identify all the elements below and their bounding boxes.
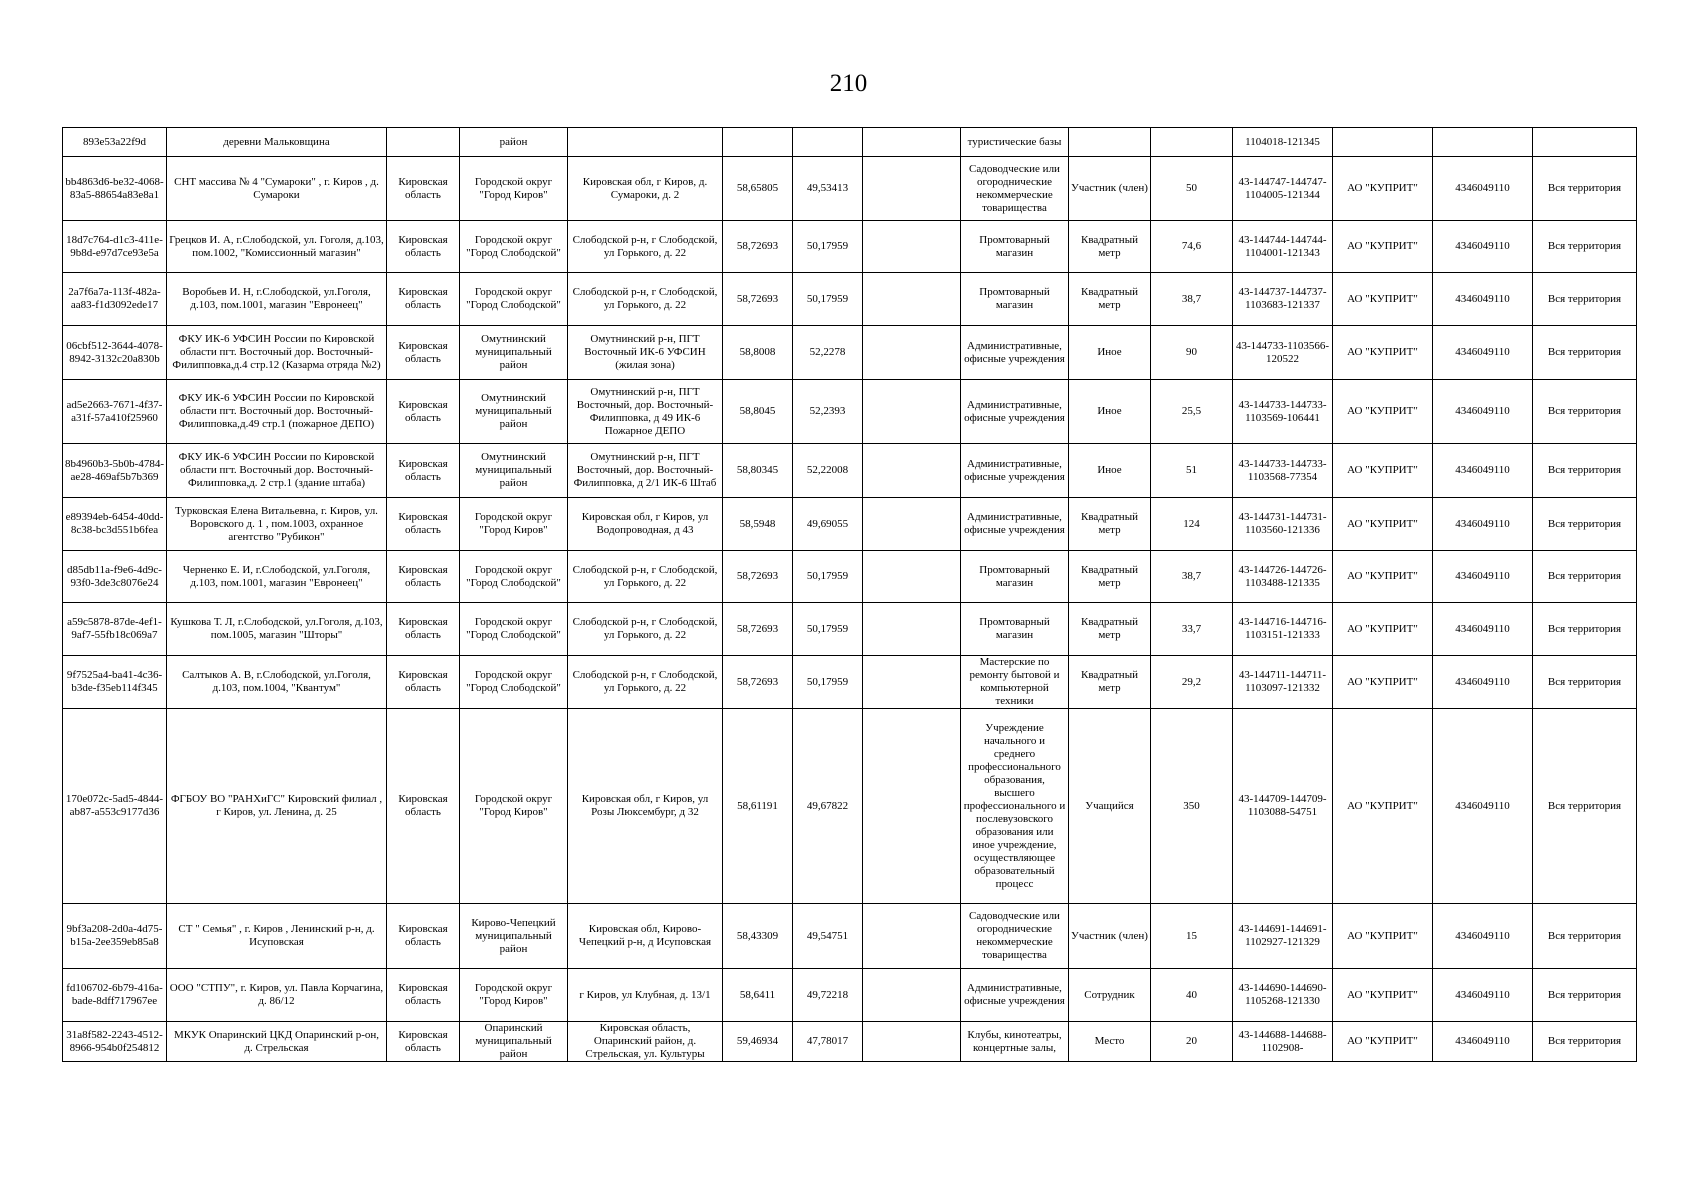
- inn-cell: 4346049110: [1433, 221, 1533, 273]
- municipality-cell: Городской округ "Город Киров": [460, 498, 568, 551]
- latitude-cell: 58,72693: [723, 656, 793, 709]
- inn-cell: [1433, 128, 1533, 157]
- inn-cell: 4346049110: [1433, 904, 1533, 969]
- location-cell: Кировская область, Опаринский район, д. Стрельская, ул. Культуры: [568, 1022, 723, 1062]
- amount-cell: 90: [1151, 326, 1233, 380]
- longitude-cell: 49,69055: [793, 498, 863, 551]
- registry-table: [62, 127, 1637, 1062]
- region-cell: Кировская область: [387, 157, 460, 221]
- amount-cell: 74,6: [1151, 221, 1233, 273]
- municipality-cell: район: [460, 128, 568, 157]
- municipality-cell: Городской округ "Город Киров": [460, 969, 568, 1022]
- unit-cell: Иное: [1069, 444, 1151, 498]
- category-cell: Клубы, кинотеатры, концертные залы,: [961, 1022, 1069, 1062]
- empty-cell: [863, 221, 961, 273]
- name-address-cell: СНТ массива № 4 "Сумароки" , г. Киров , д. Сумароки: [167, 157, 387, 221]
- name-address-cell: Турковская Елена Витальевна, г. Киров, ул. Воровского д. 1 , пом.1003, охранное агентство "Рубикон": [167, 498, 387, 551]
- latitude-cell: 58,72693: [723, 551, 793, 603]
- operator-cell: АО "КУПРИТ": [1333, 157, 1433, 221]
- id-cell: 893e53a22f9d: [63, 128, 167, 157]
- amount-cell: 50: [1151, 157, 1233, 221]
- unit-cell: Квадратный метр: [1069, 603, 1151, 656]
- register-number-cell: 43-144731-144731-1103560-121336: [1233, 498, 1333, 551]
- operator-cell: АО "КУПРИТ": [1333, 1022, 1433, 1062]
- table-row: [63, 603, 1637, 656]
- empty-cell: [863, 273, 961, 326]
- amount-cell: 25,5: [1151, 380, 1233, 444]
- amount-cell: 38,7: [1151, 551, 1233, 603]
- latitude-cell: 58,43309: [723, 904, 793, 969]
- latitude-cell: 58,8045: [723, 380, 793, 444]
- name-address-cell: ООО "СТПУ", г. Киров, ул. Павла Корчагина, д. 86/12: [167, 969, 387, 1022]
- region-cell: Кировская область: [387, 498, 460, 551]
- empty-cell: [863, 380, 961, 444]
- inn-cell: 4346049110: [1433, 656, 1533, 709]
- latitude-cell: 58,5948: [723, 498, 793, 551]
- name-address-cell: МКУК Опаринский ЦКД Опаринский р-он, д. Стрельская: [167, 1022, 387, 1062]
- unit-cell: Иное: [1069, 380, 1151, 444]
- empty-cell: [863, 326, 961, 380]
- operator-cell: АО "КУПРИТ": [1333, 273, 1433, 326]
- zone-cell: Вся территория: [1533, 603, 1637, 656]
- zone-cell: Вся территория: [1533, 380, 1637, 444]
- id-cell: fd106702-6b79-416a-bade-8dff717967ee: [63, 969, 167, 1022]
- latitude-cell: 58,61191: [723, 709, 793, 904]
- zone-cell: Вся территория: [1533, 498, 1637, 551]
- register-number-cell: 43-144688-144688-1102908-: [1233, 1022, 1333, 1062]
- zone-cell: Вся территория: [1533, 656, 1637, 709]
- empty-cell: [863, 1022, 961, 1062]
- operator-cell: АО "КУПРИТ": [1333, 969, 1433, 1022]
- location-cell: Кировская обл, г Киров, ул Водопроводная, д 43: [568, 498, 723, 551]
- longitude-cell: 52,2278: [793, 326, 863, 380]
- category-cell: Мастерские по ремонту бытовой и компьютерной техники: [961, 656, 1069, 709]
- location-cell: г Киров, ул Клубная, д. 13/1: [568, 969, 723, 1022]
- empty-cell: [863, 904, 961, 969]
- operator-cell: АО "КУПРИТ": [1333, 444, 1433, 498]
- register-number-cell: 43-144690-144690-1105268-121330: [1233, 969, 1333, 1022]
- id-cell: 170e072c-5ad5-4844-ab87-a553c9177d36: [63, 709, 167, 904]
- operator-cell: АО "КУПРИТ": [1333, 709, 1433, 904]
- zone-cell: Вся территория: [1533, 709, 1637, 904]
- inn-cell: 4346049110: [1433, 326, 1533, 380]
- inn-cell: 4346049110: [1433, 273, 1533, 326]
- zone-cell: Вся территория: [1533, 221, 1637, 273]
- amount-cell: 29,2: [1151, 656, 1233, 709]
- id-cell: a59c5878-87de-4ef1-9af7-55fb18c069a7: [63, 603, 167, 656]
- longitude-cell: 52,2393: [793, 380, 863, 444]
- name-address-cell: ФГБОУ ВО "РАНХиГС" Кировский филиал , г Киров, ул. Ленина, д. 25: [167, 709, 387, 904]
- inn-cell: 4346049110: [1433, 969, 1533, 1022]
- table-row: [63, 128, 1637, 157]
- name-address-cell: ФКУ ИК-6 УФСИН России по Кировской области пгт. Восточный дор. Восточный-Филипповка,д. 2 стр.1 (здание штаба): [167, 444, 387, 498]
- longitude-cell: 52,22008: [793, 444, 863, 498]
- zone-cell: Вся территория: [1533, 444, 1637, 498]
- region-cell: Кировская область: [387, 1022, 460, 1062]
- empty-cell: [863, 656, 961, 709]
- region-cell: Кировская область: [387, 904, 460, 969]
- category-cell: Административные, офисные учреждения: [961, 444, 1069, 498]
- municipality-cell: Городской округ "Город Слободской": [460, 551, 568, 603]
- name-address-cell: СТ " Семья" , г. Киров , Ленинский р-н, д. Исуповская: [167, 904, 387, 969]
- operator-cell: АО "КУПРИТ": [1333, 904, 1433, 969]
- inn-cell: 4346049110: [1433, 551, 1533, 603]
- table-row: [63, 709, 1637, 904]
- name-address-cell: Грецков И. А, г.Слободской, ул. Гоголя, д.103, пом.1002, "Комиссионный магазин": [167, 221, 387, 273]
- unit-cell: Участник (член): [1069, 157, 1151, 221]
- municipality-cell: Городской округ "Город Слободской": [460, 221, 568, 273]
- empty-cell: [863, 444, 961, 498]
- amount-cell: 40: [1151, 969, 1233, 1022]
- longitude-cell: 50,17959: [793, 221, 863, 273]
- category-cell: Промтоварный магазин: [961, 603, 1069, 656]
- unit-cell: Квадратный метр: [1069, 656, 1151, 709]
- location-cell: Омутнинский р-н, ПГТ Восточный, дор. Восточный-Филипповка, д 49 ИК-6 Пожарное ДЕПО: [568, 380, 723, 444]
- amount-cell: 15: [1151, 904, 1233, 969]
- name-address-cell: Салтыков А. В, г.Слободской, ул.Гоголя, д.103, пом.1004, "Квантум": [167, 656, 387, 709]
- register-number-cell: 43-144747-144747-1104005-121344: [1233, 157, 1333, 221]
- empty-cell: [863, 709, 961, 904]
- operator-cell: [1333, 128, 1433, 157]
- longitude-cell: 50,17959: [793, 273, 863, 326]
- category-cell: Административные, офисные учреждения: [961, 326, 1069, 380]
- table-row: [63, 904, 1637, 969]
- table-row: [63, 444, 1637, 498]
- register-number-cell: 1104018-121345: [1233, 128, 1333, 157]
- amount-cell: 350: [1151, 709, 1233, 904]
- region-cell: Кировская область: [387, 656, 460, 709]
- operator-cell: АО "КУПРИТ": [1333, 326, 1433, 380]
- zone-cell: Вся территория: [1533, 551, 1637, 603]
- longitude-cell: 47,78017: [793, 1022, 863, 1062]
- location-cell: Слободской р-н, г Слободской, ул Горького, д. 22: [568, 273, 723, 326]
- table-row: [63, 498, 1637, 551]
- location-cell: Омутнинский р-н, ПГТ Восточный ИК-6 УФСИН (жилая зона): [568, 326, 723, 380]
- table-row: [63, 969, 1637, 1022]
- name-address-cell: Черненко Е. И, г.Слободской, ул.Гоголя, д.103, пом.1001, магазин "Евронеец": [167, 551, 387, 603]
- region-cell: [387, 128, 460, 157]
- unit-cell: Место: [1069, 1022, 1151, 1062]
- latitude-cell: 58,65805: [723, 157, 793, 221]
- id-cell: 06cbf512-3644-4078-8942-3132c20a830b: [63, 326, 167, 380]
- table-row: [63, 273, 1637, 326]
- inn-cell: 4346049110: [1433, 1022, 1533, 1062]
- municipality-cell: Опаринский муниципальный район: [460, 1022, 568, 1062]
- id-cell: 31a8f582-2243-4512-8966-954b0f254812: [63, 1022, 167, 1062]
- municipality-cell: Омутнинский муниципальный район: [460, 444, 568, 498]
- latitude-cell: 58,72693: [723, 221, 793, 273]
- region-cell: Кировская область: [387, 444, 460, 498]
- zone-cell: Вся территория: [1533, 969, 1637, 1022]
- register-number-cell: 43-144711-144711-1103097-121332: [1233, 656, 1333, 709]
- operator-cell: АО "КУПРИТ": [1333, 656, 1433, 709]
- unit-cell: Квадратный метр: [1069, 221, 1151, 273]
- register-number-cell: 43-144733-1103566-120522: [1233, 326, 1333, 380]
- municipality-cell: Омутнинский муниципальный район: [460, 326, 568, 380]
- latitude-cell: 58,80345: [723, 444, 793, 498]
- region-cell: Кировская область: [387, 380, 460, 444]
- longitude-cell: 49,53413: [793, 157, 863, 221]
- amount-cell: 124: [1151, 498, 1233, 551]
- latitude-cell: 59,46934: [723, 1022, 793, 1062]
- inn-cell: 4346049110: [1433, 709, 1533, 904]
- latitude-cell: 58,8008: [723, 326, 793, 380]
- id-cell: 2a7f6a7a-113f-482a-aa83-f1d3092ede17: [63, 273, 167, 326]
- location-cell: Слободской р-н, г Слободской, ул Горького, д. 22: [568, 221, 723, 273]
- category-cell: Промтоварный магазин: [961, 551, 1069, 603]
- unit-cell: [1069, 128, 1151, 157]
- location-cell: Кировская обл, г Киров, ул Розы Люксембург, д 32: [568, 709, 723, 904]
- register-number-cell: 43-144726-144726-1103488-121335: [1233, 551, 1333, 603]
- unit-cell: Квадратный метр: [1069, 273, 1151, 326]
- category-cell: Учреждение начального и среднего профессионального образования, высшего профессионального и послевузовского образования или иное учреждение, осуществляющее образовательный процесс: [961, 709, 1069, 904]
- zone-cell: Вся территория: [1533, 326, 1637, 380]
- id-cell: d85db11a-f9e6-4d9c-93f0-3de3c8076e24: [63, 551, 167, 603]
- location-cell: Слободской р-н, г Слободской, ул Горького, д. 22: [568, 551, 723, 603]
- id-cell: 9f7525a4-ba41-4c36-b3de-f35eb114f345: [63, 656, 167, 709]
- location-cell: [568, 128, 723, 157]
- table-row: [63, 656, 1637, 709]
- longitude-cell: [793, 128, 863, 157]
- amount-cell: [1151, 128, 1233, 157]
- empty-cell: [863, 969, 961, 1022]
- unit-cell: Квадратный метр: [1069, 498, 1151, 551]
- zone-cell: Вся территория: [1533, 273, 1637, 326]
- id-cell: ad5e2663-7671-4f37-a31f-57a410f25960: [63, 380, 167, 444]
- latitude-cell: 58,72693: [723, 603, 793, 656]
- unit-cell: Иное: [1069, 326, 1151, 380]
- id-cell: 9bf3a208-2d0a-4d75-b15a-2ee359eb85a8: [63, 904, 167, 969]
- region-cell: Кировская область: [387, 969, 460, 1022]
- region-cell: Кировская область: [387, 709, 460, 904]
- longitude-cell: 50,17959: [793, 551, 863, 603]
- inn-cell: 4346049110: [1433, 603, 1533, 656]
- region-cell: Кировская область: [387, 551, 460, 603]
- category-cell: Промтоварный магазин: [961, 221, 1069, 273]
- amount-cell: 20: [1151, 1022, 1233, 1062]
- longitude-cell: 49,67822: [793, 709, 863, 904]
- page-number: 210: [829, 70, 868, 97]
- operator-cell: АО "КУПРИТ": [1333, 221, 1433, 273]
- longitude-cell: 50,17959: [793, 603, 863, 656]
- municipality-cell: Кирово-Чепецкий муниципальный район: [460, 904, 568, 969]
- table-row: [63, 380, 1637, 444]
- category-cell: Садоводческие или огороднические некоммерческие товарищества: [961, 904, 1069, 969]
- inn-cell: 4346049110: [1433, 498, 1533, 551]
- table-row: [63, 1022, 1637, 1062]
- zone-cell: Вся территория: [1533, 1022, 1637, 1062]
- operator-cell: АО "КУПРИТ": [1333, 603, 1433, 656]
- latitude-cell: [723, 128, 793, 157]
- name-address-cell: ФКУ ИК-6 УФСИН России по Кировской области пгт. Восточный дор. Восточный-Филипповка,д.4 стр.12 (Казарма отряда №2): [167, 326, 387, 380]
- name-address-cell: ФКУ ИК-6 УФСИН России по Кировской области пгт. Восточный дор. Восточный-Филипповка,д.49 стр.1 (пожарное ДЕПО): [167, 380, 387, 444]
- amount-cell: 51: [1151, 444, 1233, 498]
- location-cell: Омутнинский р-н, ПГТ Восточный, дор. Восточный-Филипповка, д 2/1 ИК-6 Штаб: [568, 444, 723, 498]
- empty-cell: [863, 128, 961, 157]
- category-cell: Садоводческие или огороднические некоммерческие товарищества: [961, 157, 1069, 221]
- category-cell: Промтоварный магазин: [961, 273, 1069, 326]
- register-number-cell: 43-144691-144691-1102927-121329: [1233, 904, 1333, 969]
- register-number-cell: 43-144733-144733-1103569-106441: [1233, 380, 1333, 444]
- latitude-cell: 58,72693: [723, 273, 793, 326]
- table-row: [63, 551, 1637, 603]
- register-number-cell: 43-144709-144709-1103088-54751: [1233, 709, 1333, 904]
- municipality-cell: Городской округ "Город Слободской": [460, 273, 568, 326]
- category-cell: Административные, офисные учреждения: [961, 969, 1069, 1022]
- municipality-cell: Городской округ "Город Киров": [460, 157, 568, 221]
- name-address-cell: Кушкова Т. Л, г.Слободской, ул.Гоголя, д.103, пом.1005, магазин "Шторы": [167, 603, 387, 656]
- id-cell: e89394eb-6454-40dd-8c38-bc3d551b6fea: [63, 498, 167, 551]
- longitude-cell: 49,72218: [793, 969, 863, 1022]
- longitude-cell: 50,17959: [793, 656, 863, 709]
- zone-cell: Вся территория: [1533, 904, 1637, 969]
- register-number-cell: 43-144716-144716-1103151-121333: [1233, 603, 1333, 656]
- location-cell: Слободской р-н, г Слободской, ул Горького, д. 22: [568, 603, 723, 656]
- register-number-cell: 43-144733-144733-1103568-77354: [1233, 444, 1333, 498]
- category-cell: Административные, офисные учреждения: [961, 380, 1069, 444]
- unit-cell: Квадратный метр: [1069, 551, 1151, 603]
- category-cell: Административные, офисные учреждения: [961, 498, 1069, 551]
- id-cell: bb4863d6-be32-4068-83a5-88654a83e8a1: [63, 157, 167, 221]
- register-number-cell: 43-144744-144744-1104001-121343: [1233, 221, 1333, 273]
- table-row: [63, 326, 1637, 380]
- empty-cell: [863, 498, 961, 551]
- region-cell: Кировская область: [387, 326, 460, 380]
- unit-cell: Учащийся: [1069, 709, 1151, 904]
- amount-cell: 33,7: [1151, 603, 1233, 656]
- id-cell: 18d7c764-d1c3-411e-9b8d-e97d7ce93e5a: [63, 221, 167, 273]
- operator-cell: АО "КУПРИТ": [1333, 498, 1433, 551]
- longitude-cell: 49,54751: [793, 904, 863, 969]
- table-row: [63, 157, 1637, 221]
- unit-cell: Участник (член): [1069, 904, 1151, 969]
- inn-cell: 4346049110: [1433, 380, 1533, 444]
- table-row: [63, 221, 1637, 273]
- municipality-cell: Городской округ "Город Киров": [460, 709, 568, 904]
- latitude-cell: 58,6411: [723, 969, 793, 1022]
- region-cell: Кировская область: [387, 221, 460, 273]
- register-number-cell: 43-144737-144737-1103683-121337: [1233, 273, 1333, 326]
- location-cell: Кировская обл, г Киров, д. Сумароки, д. 2: [568, 157, 723, 221]
- zone-cell: [1533, 128, 1637, 157]
- empty-cell: [863, 157, 961, 221]
- municipality-cell: Городской округ "Город Слободской": [460, 603, 568, 656]
- municipality-cell: Омутнинский муниципальный район: [460, 380, 568, 444]
- region-cell: Кировская область: [387, 603, 460, 656]
- id-cell: 8b4960b3-5b0b-4784-ae28-469af5b7b369: [63, 444, 167, 498]
- operator-cell: АО "КУПРИТ": [1333, 551, 1433, 603]
- location-cell: Слободской р-н, г Слободской, ул Горького, д. 22: [568, 656, 723, 709]
- zone-cell: Вся территория: [1533, 157, 1637, 221]
- inn-cell: 4346049110: [1433, 157, 1533, 221]
- name-address-cell: Воробьев И. Н, г.Слободской, ул.Гоголя, д.103, пом.1001, магазин "Евронеец": [167, 273, 387, 326]
- name-address-cell: деревни Мальковщина: [167, 128, 387, 157]
- empty-cell: [863, 603, 961, 656]
- unit-cell: Сотрудник: [1069, 969, 1151, 1022]
- inn-cell: 4346049110: [1433, 444, 1533, 498]
- amount-cell: 38,7: [1151, 273, 1233, 326]
- operator-cell: АО "КУПРИТ": [1333, 380, 1433, 444]
- region-cell: Кировская область: [387, 273, 460, 326]
- municipality-cell: Городской округ "Город Слободской": [460, 656, 568, 709]
- empty-cell: [863, 551, 961, 603]
- category-cell: туристические базы: [961, 128, 1069, 157]
- location-cell: Кировская обл, Кирово-Чепецкий р-н, д Исуповская: [568, 904, 723, 969]
